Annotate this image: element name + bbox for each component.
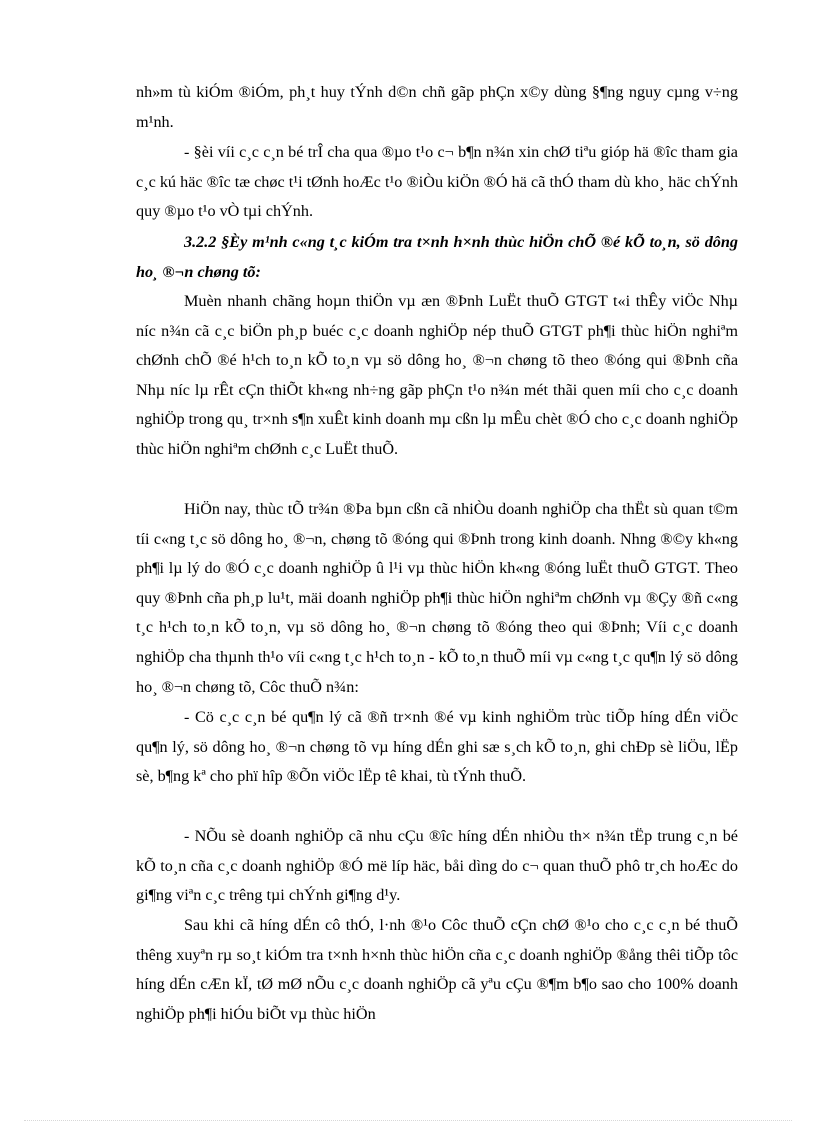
section-heading-3-2-2: 3.2.2 §Èy m¹nh c«ng t¸c kiÓm tra t×nh h×nh thùc hiÖn chÕ ®é kÕ to¸n, sö dông ho¸ ®¬n chøng tõ:: [136, 233, 738, 281]
paragraph-training-classes: - NÕu sè doanh nghiÖp cã nhu cÇu ®îc híng dÉn nhiÒu th× n¾n tËp trung c¸n bé kÕ to¸n cña c¸c doanh nghiÖp ®Ó më líp häc, båi dìng do c¬ quan thuÕ phô tr¸ch hoÆc do gi¶ng viªn c¸c trêng tµi chÝnh gi¶ng d¹y.: [136, 827, 738, 905]
paragraph-vat-law: Muèn nhanh chãng hoµn thiÖn vµ æn ®Þnh LuËt thuÕ GTGT t«i thÊy viÖc Nhµ níc n¾n cã c¸c biÖn ph¸p buéc c¸c doanh nghiÖp nép thuÕ GTGT ph¶i thùc hiÖn nghiªm chØnh chÕ ®é h¹ch to¸n kÕ to¸n vµ sö dông ho¸ ®¬n chøng tõ theo ®óng qui ®Þnh cña Nhµ níc lµ rÊt cÇn thiÕt kh«ng nh÷ng gãp phÇn t¹o n¾n mét thãi quen míi cho c¸c doanh nghiÖp trong qu¸ tr×nh s¶n xuÊt kinh doanh mµ cßn lµ mÊu chèt ®Ó cho c¸c doanh nghiÖp thùc hiÖn nghiªm chØnh c¸c LuËt thuÕ.: [136, 292, 738, 458]
paragraph-young-staff: - §èi víi c¸c c¸n bé trÎ cha qua ®µo t¹o c¬ b¶n n¾n xin chØ tiªu gióp hä ®îc tham gia c¸c kú häc ®îc tæ chøc t¹i tØnh hoÆc t¹o ®iÒu kiÖn ®Ó hä cã thÓ tham dù kho¸ häc chÝnh quy ®µo t¹o vÒ tµi chÝnh.: [136, 143, 738, 221]
paragraph-continuation: nh»m tù kiÓm ®iÓm, ph¸t huy tÝnh d©n chñ gãp phÇn x©y dùng §¶ng nguy cµng v÷ng m¹nh.: [136, 83, 738, 131]
paragraph-current-situation: HiÖn nay, thùc tÕ tr¾n ®Þa bµn cßn cã nhiÒu doanh nghiÖp cha thËt sù quan t©m tíi c«ng t¸c sö dông ho¸ ®¬n, chøng tõ ®óng qui ®Þnh trong kinh doanh. Nhng ®©y kh«ng ph¶i lµ lý do ®Ó c¸c doanh nghiÖp û l¹i vµ thùc hiÖn kh«ng ®óng luËt thuÕ GTGT. Theo quy ®Þnh cña ph¸p lu¹t, mäi doanh nghiÖp ph¶i thùc hiÖn nghiªm chØnh vµ ®Çy ®ñ c«ng t¸c h¹ch to¸n kÕ to¸n, vµ sö dông ho¸ ®¬n chøng tõ ®óng theo qui ®Þnh; Víi c¸c doanh nghiÖp cha thµnh th¹o víi c«ng t¸c h¹ch to¸n - kÕ to¸n thuÕ míi vµ c«ng t¸c qu¶n lý sö dông ho¸ ®¬n chøng tõ, Côc thuÕ n¾n:: [136, 500, 738, 696]
paragraph-follow-up: Sau khi cã híng dÉn cô thÓ, l·nh ®¹o Côc thuÕ cÇn chØ ®¹o cho c¸c c¸n bé thuÕ thêng xuyªn rµ so¸t kiÓm tra t×nh h×nh thùc hiÖn cña c¸c doanh nghiÖp ®ång thêi tiÕp tôc híng dÉn cÆn kÏ, tØ mØ nÕu c¸c doanh nghiÖp cã yªu cÇu ®¶m b¶o sao cho 100% doanh nghiÖp ph¶i hiÓu biÕt vµ thùc hiÖn: [136, 916, 738, 1023]
paragraph-send-staff: - Cö c¸c c¸n bé qu¶n lý cã ®ñ tr×nh ®é vµ kinh nghiÖm trùc tiÕp híng dÉn viÖc qu¶n lý, sö dông ho¸ ®¬n chøng tõ vµ híng dÉn ghi sæ s¸ch kÕ to¸n, ghi chÐp sè liÖu, lËp sè, b¶ng kª cho phï hîp ®Õn viÖc lËp tê khai, tù tÝnh thuÕ.: [136, 708, 738, 786]
page-bottom-rule: [24, 1120, 792, 1121]
